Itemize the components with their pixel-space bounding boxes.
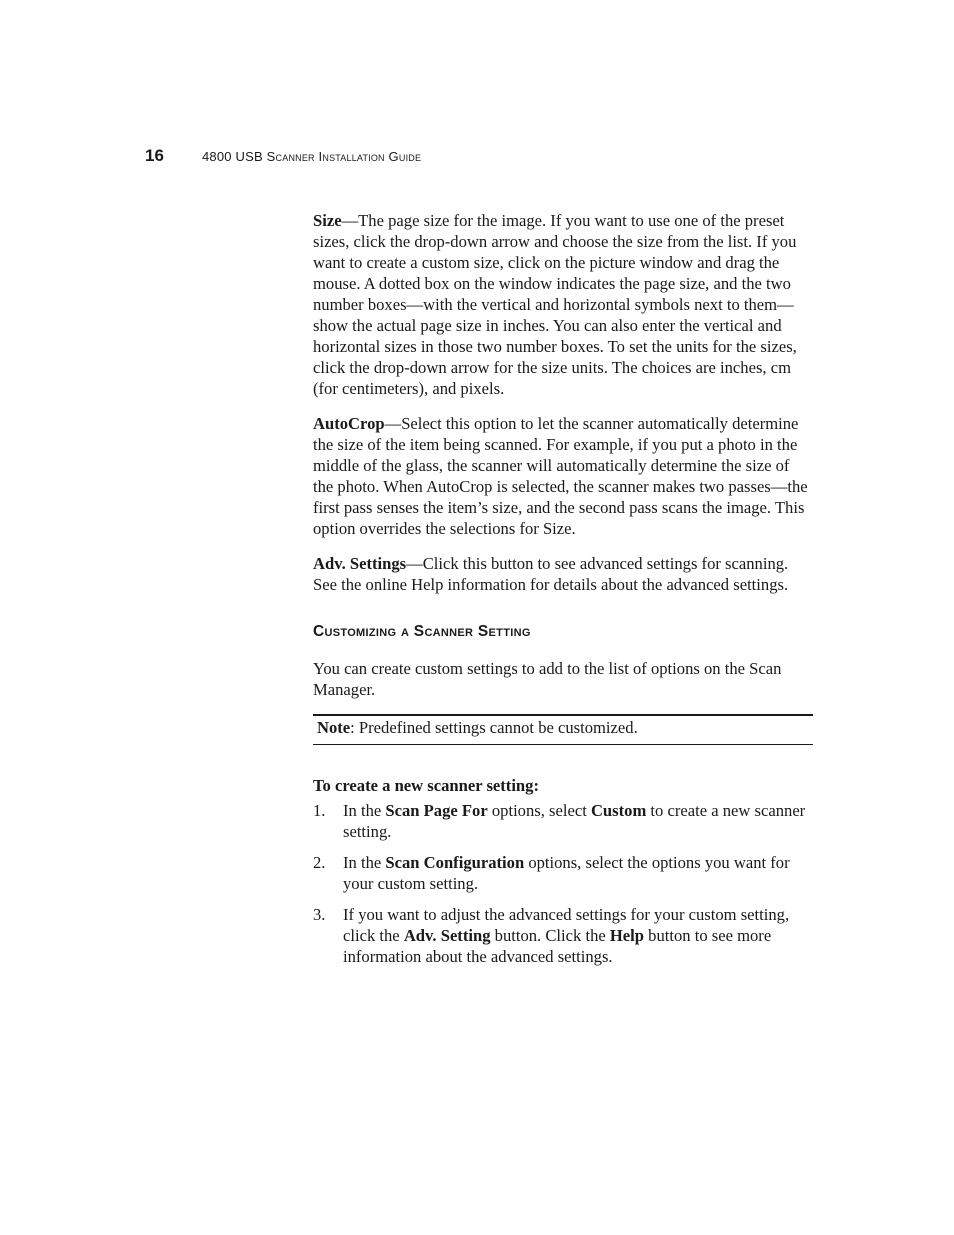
step-ui-term: Help (609, 926, 644, 945)
note-text: : Predefined settings cannot be customized. (350, 718, 638, 737)
step-ui-term: Scan Page For (385, 801, 488, 820)
procedure-step (313, 800, 813, 842)
step-text-part: In the (343, 801, 386, 820)
note-label: Note (317, 718, 351, 737)
definition-autocrop (313, 413, 813, 539)
step-number: 1. (313, 801, 326, 820)
step-ui-term: Custom (590, 801, 647, 820)
step-text-part: options, select the options you want for your custom setting. (343, 853, 790, 893)
step-text (343, 800, 813, 842)
step-text (343, 904, 813, 967)
definition-text: —Select this option to let the scanner automatically determine the size of the item being scanned. For example, if you put a photo in the middle of the glass, the scanner will automatically determine the size of the photo. When AutoCrop is selected, the scanner makes two passes—the first pass senses the item’s size, and the second pass scans the image. This option overrides the selections for Size. (313, 414, 808, 538)
step-text-part: to create a new scanner setting. (343, 801, 806, 841)
page-content (313, 210, 813, 977)
step-text-part: options, select (487, 801, 591, 820)
step-number: 3. (313, 905, 326, 924)
section-heading: Customizing a Scanner Setting (313, 623, 531, 640)
definition-adv-settings (313, 553, 813, 595)
running-title: 4800 USB Scanner Installation Guide (202, 149, 422, 164)
definition-size (313, 210, 813, 399)
section-intro: You can create custom settings to add to the list of options on the Scan Manager. (313, 659, 782, 699)
page-header (145, 146, 421, 166)
procedure-heading: To create a new scanner setting: (313, 776, 539, 795)
procedure-step (313, 852, 813, 894)
step-text-part: In the (343, 853, 386, 872)
definition-text: —The page size for the image. If you want to use one of the preset sizes, click the drop-down arrow and choose the size from the list. If you want to create a custom size, click on the picture window and drag the mouse. A dotted box on the window indicates the page size, and the two number boxes—with the vertical and horizontal symbols next to them—show the actual page size in inches. You can also enter the vertical and horizontal sizes in those two number boxes. To set the units for the sizes, click the drop-down arrow for the size units. The choices are inches, cm (for centimeters), and pixels. (313, 211, 797, 398)
definition-term: Adv. Settings (313, 554, 407, 573)
step-ui-term: Adv. Setting (403, 926, 491, 945)
page-number: 16 (145, 146, 164, 165)
definition-term: Size (313, 211, 342, 230)
step-text-part: button to see more information about the advanced settings. (343, 926, 772, 966)
step-text-part: button. Click the (490, 926, 610, 945)
note-box (313, 714, 813, 745)
step-number: 2. (313, 853, 326, 872)
step-text (343, 852, 813, 894)
step-text-part: If you want to adjust the advanced settings for your custom setting, click the (343, 905, 790, 945)
procedure-steps (313, 800, 813, 967)
definition-term: AutoCrop (313, 414, 385, 433)
procedure-step (313, 904, 813, 967)
definition-text: —Click this button to see advanced settings for scanning. See the online Help information for details about the advanced settings. (313, 554, 789, 594)
step-ui-term: Scan Configuration (385, 853, 525, 872)
